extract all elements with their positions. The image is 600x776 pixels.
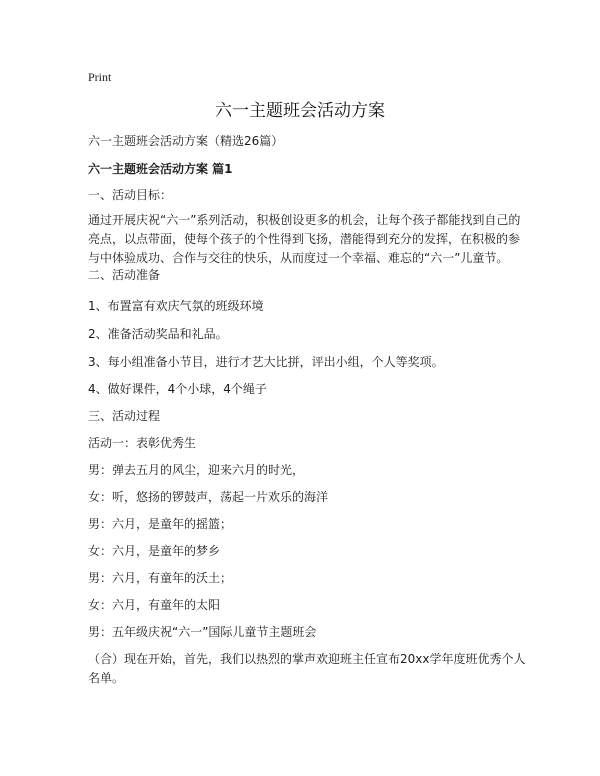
process-heading: 三、活动过程 xyxy=(88,409,161,423)
dialogue-line: 男：六月，是童年的摇篮； xyxy=(88,517,233,531)
section-heading: 六一主题班会活动方案 篇1 xyxy=(88,162,233,176)
goal-heading: 一、活动目标： xyxy=(88,188,173,202)
dialogue-line: 男：五年级庆祝“六一”国际儿童节主题班会 xyxy=(88,625,317,639)
prep-heading: 二、活动准备 xyxy=(88,268,161,282)
prep-item-4: 4、做好课件，4个小球，4个绳子 xyxy=(88,382,267,396)
document-subtitle: 六一主题班会活动方案（精选26篇） xyxy=(88,134,284,148)
dialogue-line: 女：六月，有童年的太阳 xyxy=(88,598,221,612)
document-title: 六一主题班会活动方案 xyxy=(215,101,385,121)
dialogue-line: 女：听，悠扬的锣鼓声，荡起一片欢乐的海洋 xyxy=(88,490,329,504)
closing-paragraph: （合）现在开始，首先，我们以热烈的掌声欢迎班主任宣布20xx学年度班优秀个人名单。 xyxy=(88,652,526,685)
prep-item-3: 3、每小组准备小节目，进行才艺大比拼，评出小组，个人等奖项。 xyxy=(88,355,444,369)
dialogue-line: 男：六月，有童年的沃土； xyxy=(88,571,233,585)
prep-item-1: 1、布置富有欢庆气氛的班级环境 xyxy=(88,299,264,313)
dialogue-line: 男：弹去五月的风尘，迎来六月的时光， xyxy=(88,463,305,477)
activity-one: 活动一：表彰优秀生 xyxy=(88,436,197,450)
prep-item-2: 2、准备活动奖品和礼品。 xyxy=(88,327,228,341)
dialogue-line: 女：六月，是童年的梦乡 xyxy=(88,544,221,558)
print-label[interactable]: Print xyxy=(88,70,112,84)
goal-paragraph: 通过开展庆祝“六一”系列活动，积极创设更多的机会，让每个孩子都能找到自己的亮点，以点带面，使每个孩子的个性得到飞扬，潜能得到充分的发挥，在积极的参与中体验成功、合作与交往的快乐，从而度过一个幸福、难忘的“六一”儿童节。 xyxy=(88,213,521,265)
